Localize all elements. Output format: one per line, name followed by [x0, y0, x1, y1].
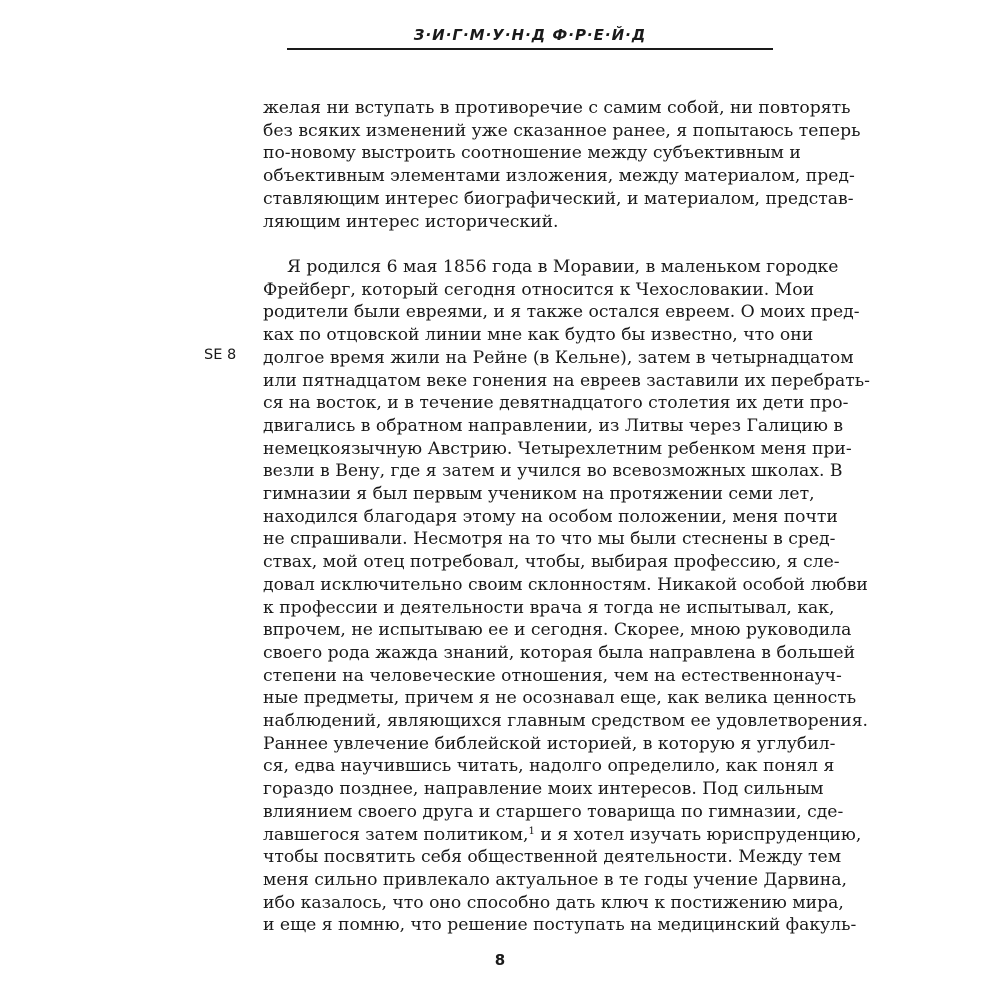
text-line: ибо казалось, что оно способно дать ключ к постижению мира, — [263, 892, 844, 913]
text-line: объективным элементами изложения, между материалом, пред- — [263, 166, 855, 187]
text-segment: и я хотел изучать юриспруденцию, — [534, 824, 862, 845]
text-line: ные предметы, причем я не осознавал еще, как велика ценность — [263, 688, 857, 709]
text-line: ках по отцовской линии мне как будто бы известно, что они — [263, 325, 814, 346]
page-number: 8 — [494, 951, 506, 969]
text-line: ствах, мой отец потребовал, чтобы, выбирая профессию, я сле- — [263, 552, 840, 573]
text-line: без всяких изменений уже сказанное ранее, я попытаюсь теперь — [263, 120, 861, 141]
text-line: гимназии я был первым учеником на протяжении семи лет, — [263, 484, 815, 505]
text-line: по-новому выстроить соотношение между субъективным и — [263, 143, 801, 164]
text-line: не спрашивали. Несмотря на то что мы были стеснены в сред- — [263, 529, 836, 550]
text-line: впрочем, не испытываю ее и сегодня. Скорее, мною руководила — [263, 620, 852, 641]
text-line: двигались в обратном направлении, из Литвы через Галицию в — [263, 415, 844, 436]
text-line: долгое время жили на Рейне (в Кельне), затем в четырнадцатом — [263, 347, 854, 368]
text-line: Фрейберг, который сегодня относится к Чехословакии. Мои — [263, 279, 815, 300]
paragraph-1 — [263, 97, 861, 233]
text-line: Раннее увлечение библейской историей, в которую я углубил- — [263, 733, 836, 754]
text-line: или пятнадцатом веке гонения на евреев заставили их перебрать- — [263, 370, 870, 391]
text-line: ставляющим интерес биографический, и материалом, представ- — [263, 188, 854, 209]
text-line: довал исключительно своим склонностям. Никакой особой любви — [263, 574, 868, 595]
header-rule — [287, 48, 773, 50]
footnote-marker[interactable]: 1 — [528, 825, 535, 837]
text-line: ся на восток, и в течение девятнадцатого столетия их дети про- — [263, 393, 849, 414]
text-line: меня сильно привлекало актуальное в те годы учение Дарвина, — [263, 869, 847, 890]
text-line-with-footnote — [263, 824, 862, 847]
running-head: З·И·Г·М·У·Н·Д Ф·Р·Е·Й·Д — [413, 26, 647, 44]
text-line: родители были евреями, и я также остался евреем. О моих пред- — [263, 302, 860, 323]
text-line: своего рода жажда знаний, которая была направлена в большей — [263, 642, 856, 663]
text-line: наблюдений, являющихся главным средством ее удовлетворения. — [263, 711, 869, 732]
text-line: ляющим интерес исторический. — [263, 211, 559, 232]
text-line: находился благодаря этому на особом положении, меня почти — [263, 506, 838, 527]
text-line: влиянием своего друга и старшего товарища по гимназии, сде- — [263, 801, 844, 822]
text-line: желая ни вступать в противоречие с самим собой, ни повторять — [263, 98, 851, 118]
text-line: степени на человеческие отношения, чем на естественнонауч- — [263, 665, 842, 686]
text-line: везли в Вену, где я затем и учился во всевозможных школах. В — [263, 461, 843, 482]
margin-reference: SE 8 — [204, 347, 237, 363]
text-line: Я родился 6 мая 1856 года в Моравии, в маленьком городке — [287, 257, 839, 277]
text-line: гораздо позднее, направление моих интересов. Под сильным — [263, 779, 824, 800]
paragraph-2 — [263, 256, 870, 937]
text-line: немецкоязычную Австрию. Четырехлетним ребенком меня при- — [263, 438, 852, 459]
text-line: чтобы посвятить себя общественной деятельности. Между тем — [263, 847, 842, 868]
text-segment: лавшегося затем политиком, — [263, 824, 529, 845]
text-line: и еще я помню, что решение поступать на медицинский факуль- — [263, 915, 857, 936]
text-line: к профессии и деятельности врача я тогда не испытывал, как, — [263, 597, 835, 618]
text-line: ся, едва научившись читать, надолго определило, как понял я — [263, 756, 835, 777]
